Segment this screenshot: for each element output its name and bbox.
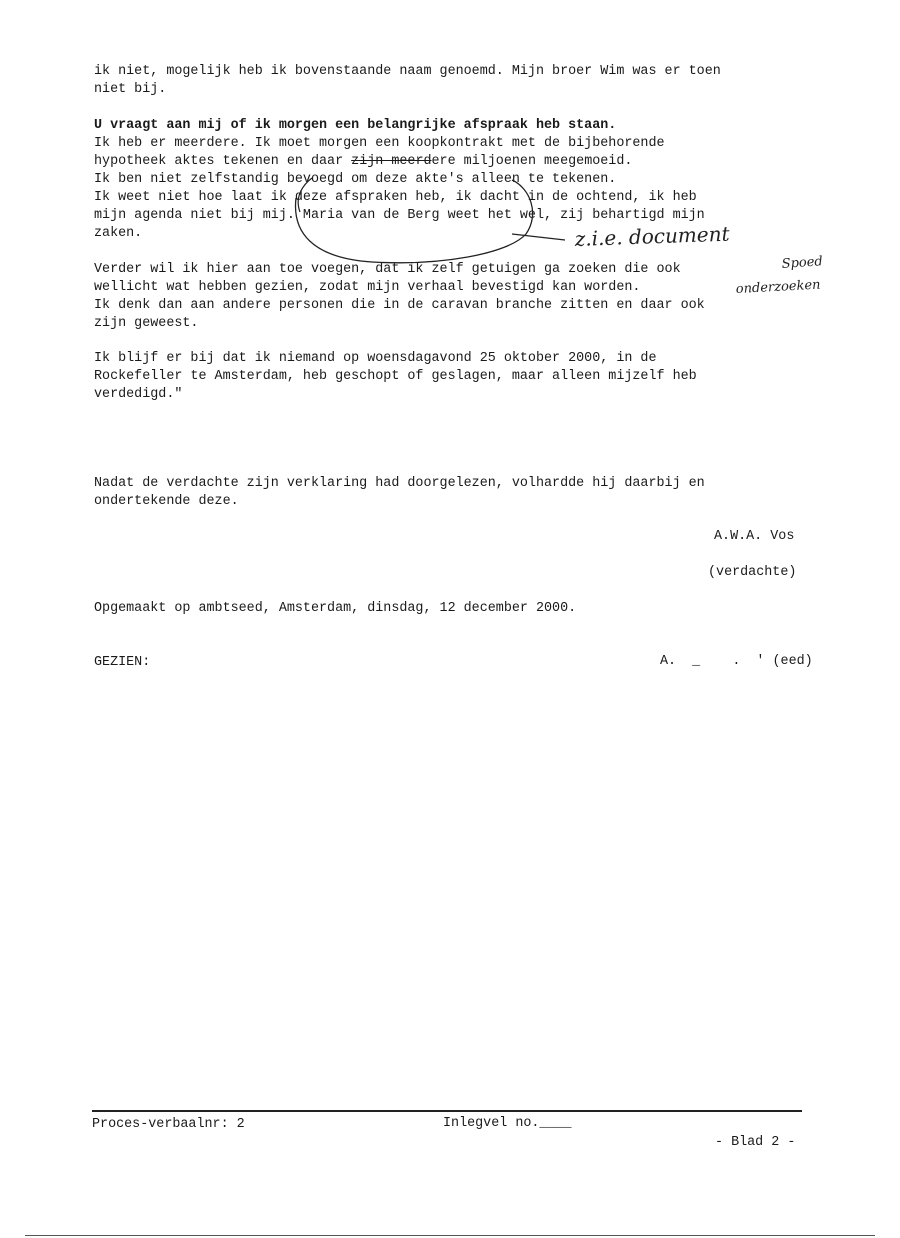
scan-edge-line bbox=[25, 1235, 875, 1236]
text-line: Nadat de verdachte zijn verklaring had doorgelezen, volhardde hij daarbij en bbox=[94, 476, 705, 491]
text-line: ondertekende deze. bbox=[94, 494, 239, 509]
text-line: Ik weet niet hoe laat ik deze afspraken heb, ik dacht in de ochtend, ik heb bbox=[94, 190, 697, 205]
text-line: verdedigd." bbox=[94, 387, 183, 402]
handwritten-note: onderzoeken bbox=[735, 277, 821, 297]
text-line: Ik ben niet zelfstandig bevoegd om deze akte's alleen te tekenen. bbox=[94, 172, 617, 187]
text-line: mijn agenda niet bij mij. Maria van de Berg weet het wel, zij behartigd mijn bbox=[94, 208, 705, 223]
footer-rule bbox=[92, 1110, 802, 1112]
pv-number: Proces-verbaalnr: 2 bbox=[92, 1117, 245, 1132]
text-line: Ik denk dan aan andere personen die in de caravan branche zitten en daar ook bbox=[94, 298, 705, 313]
text-line: wellicht wat hebben gezien, zodat mijn verhaal bevestigd kan worden. bbox=[94, 280, 641, 295]
text-line: ik niet, mogelijk heb ik bovenstaande naam genoemd. Mijn broer Wim was er toen bbox=[94, 64, 721, 79]
handwritten-arrow bbox=[512, 234, 565, 240]
text-segment: hypotheek aktes tekenen en daar bbox=[94, 154, 352, 169]
question-line: U vraagt aan mij of ik morgen een belangrijke afspraak heb staan. bbox=[94, 118, 617, 133]
text-line: zaken. bbox=[94, 226, 143, 241]
text-line: Rockefeller te Amsterdam, heb geschopt of geslagen, maar alleen mijzelf heb bbox=[94, 369, 697, 384]
text-line: niet bij. bbox=[94, 82, 167, 97]
handwritten-note: Spoed bbox=[781, 254, 824, 272]
handwritten-note: z.i.e. document bbox=[574, 221, 730, 251]
page-number: - Blad 2 - bbox=[715, 1135, 796, 1150]
struck-text: zijn meerd bbox=[351, 154, 432, 169]
signature-role: (verdachte) bbox=[708, 565, 797, 580]
text-line: Verder wil ik hier aan toe voegen, dat ik zelf getuigen ga zoeken die ook bbox=[94, 262, 681, 277]
text-line bbox=[94, 153, 632, 171]
officer-signature: A. _ . ' (eed) bbox=[660, 654, 813, 669]
drawn-up-line: Opgemaakt op ambtseed, Amsterdam, dinsdag, 12 december 2000. bbox=[94, 601, 577, 616]
insert-sheet-number: Inlegvel no.____ bbox=[443, 1116, 572, 1131]
text-segment: ere miljoenen meegemoeid. bbox=[431, 154, 633, 169]
text-line: Ik blijf er bij dat ik niemand op woensdagavond 25 oktober 2000, in de bbox=[94, 351, 657, 366]
signature-name: A.W.A. Vos bbox=[714, 529, 795, 544]
text-line: zijn geweest. bbox=[94, 316, 199, 331]
seen-label: GEZIEN: bbox=[94, 655, 151, 670]
text-line: Ik heb er meerdere. Ik moet morgen een koopkontrakt met de bijbehorende bbox=[94, 136, 665, 151]
